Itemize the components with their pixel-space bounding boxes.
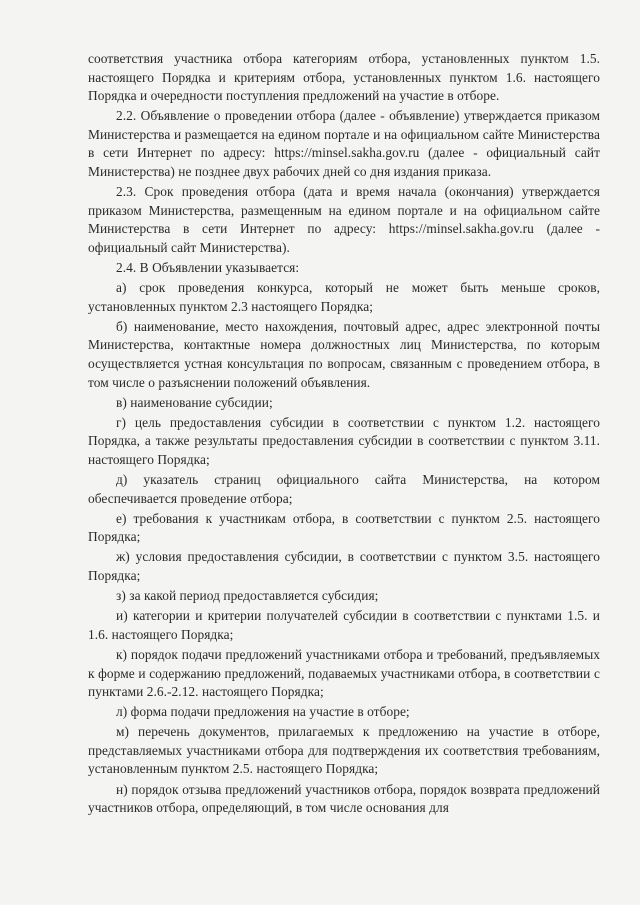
- list-item-b: б) наименование, место нахождения, почтовый адрес, адрес электронной почты Министерства, контактные номера должностных лиц Министерства, по которым осуществляется устная консультация по вопросам, связанным с проведением отбора, в том числе о разъяснении положений объявления.: [88, 318, 600, 390]
- list-item-e: е) требования к участникам отбора, в соответствии с пунктом 2.5. настоящего Порядка;: [88, 510, 600, 545]
- list-item-l: л) форма подачи предложения на участие в отборе;: [116, 704, 410, 720]
- list-item-n: н) порядок отзыва предложений участников отбора, порядок возврата предложений участников отбора, определяющий, в том числе основания для: [88, 781, 600, 816]
- list-item-a: а) срок проведения конкурса, который не может быть меньше сроков, установленных пунктом 2.3 настоящего Порядка;: [88, 280, 600, 314]
- paragraph-2-3: 2.3. Срок проведения отбора (дата и время начала (окончания) утверждается приказом Министерства, размещенным на едином портале и на официальном сайте Министерства в сети Интернет по адресу: https://minsel.sakha.gov.ru (далее - официальный сайт Министерства).: [88, 184, 600, 255]
- list-item-g: г) цель предоставления субсидии в соответствии с пунктом 1.2. настоящего Порядка, а также результаты предоставления субсидии в соответствии с пунктом 3.11. настоящего Порядка;: [88, 414, 600, 467]
- list-item-v: в) наименование субсидии;: [116, 394, 273, 410]
- list-item-k: к) порядок подачи предложений участниками отбора и требований, предъявляемых к форме и содержанию предложений, подаваемых участниками отбора, в соответствии с пунктами 2.6.-2.12. настоящего Порядка;: [88, 646, 600, 700]
- paragraph-continuation: соответствия участника отбора категориям отбора, установленных пунктом 1.5. настоящего Порядка и критериям отбора, установленных пунктом 1.6. настоящего Порядка и очередности поступления предложений на участие в отборе.: [88, 51, 600, 104]
- list-item-z: з) за какой период предоставляется субсидия;: [116, 588, 379, 604]
- list-item-d: д) указатель страниц официального сайта Министерства, на котором обеспечивается проведение отбора;: [88, 472, 600, 506]
- paragraph-2-4: 2.4. В Объявлении указывается:: [116, 260, 300, 276]
- list-item-m: м) перечень документов, прилагаемых к предложению на участие в отборе, представляемых участниками отбора для подтверждения их соответствия требованиям, установленным пунктом 2.5. настоящего Порядка;: [88, 724, 600, 777]
- list-item-i: и) категории и критерии получателей субсидии в соответствии с пунктами 1.5. и 1.6. настоящего Порядка;: [88, 608, 600, 642]
- paragraph-2-2: 2.2. Объявление о проведении отбора (далее - объявление) утверждается приказом Министерства и размещается на едином портале и на официальном сайте Министерства в сети Интернет по адресу: https://minsel.sakha.gov.ru (далее - официальный сайт Министерства) не позднее двух рабочих дней со дня издания приказа.: [88, 108, 600, 180]
- list-item-zh: ж) условия предоставления субсидии, в соответствии с пунктом 3.5. настоящего Порядка;: [88, 549, 600, 584]
